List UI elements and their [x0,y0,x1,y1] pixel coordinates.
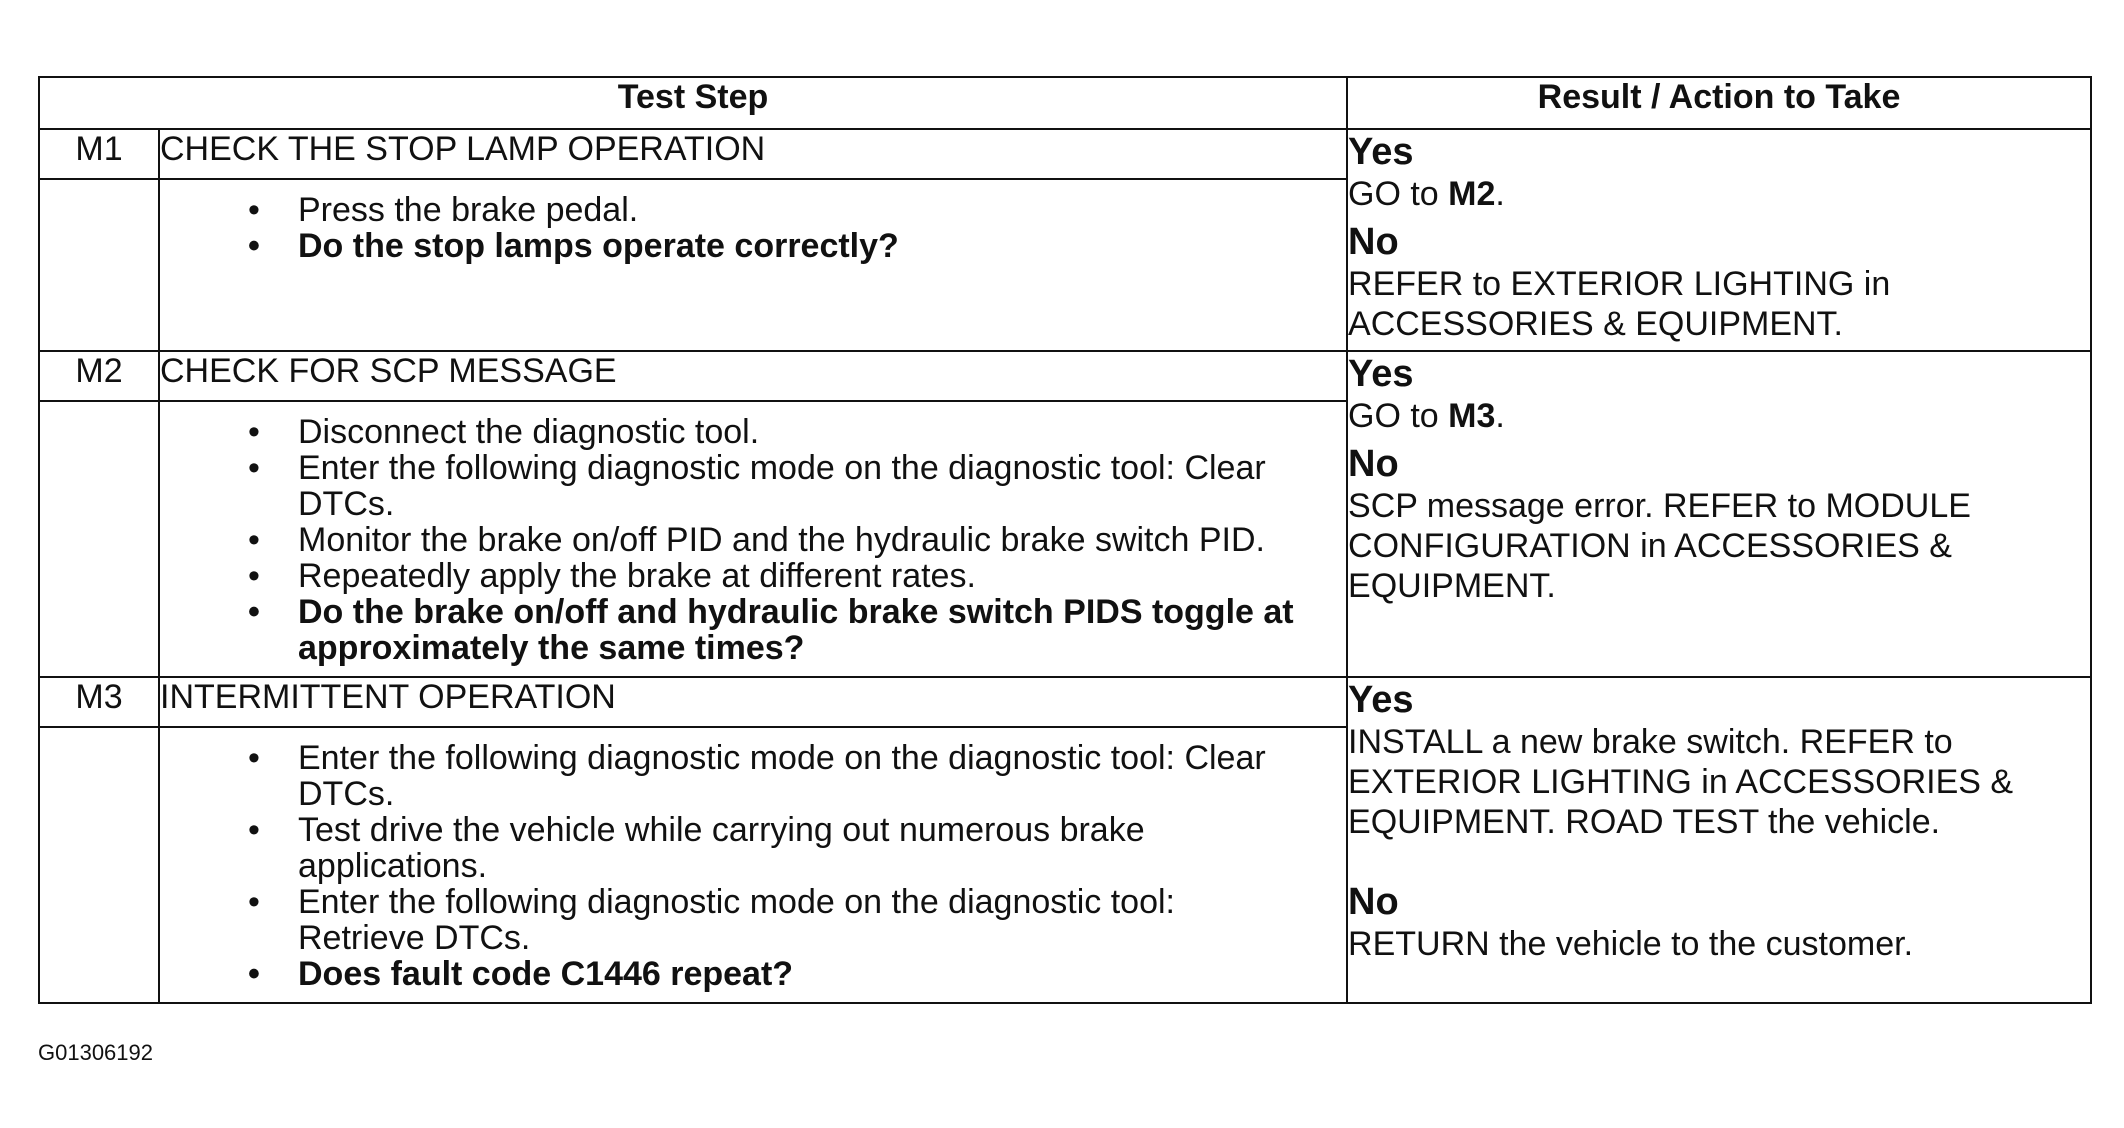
yes-action-m1 [1348,175,1505,213]
steps-m1 [160,180,1346,274]
yes-label-m1: Yes [1348,131,1414,173]
header-result-action: Result / Action to Take [1347,77,2091,129]
yes-action-m3: INSTALL a new brake switch. REFER to EXTERIOR LIGHTING in ACCESSORIES & EQUIPMENT. ROAD TEST the vehicle. [1348,723,2014,841]
yes-prefix-m2: GO to [1348,397,1449,435]
diagnostic-table [38,76,2092,1004]
steps-m2 [160,402,1346,676]
no-action-m2: SCP message error. REFER to MODULE CONFIGURATION in ACCESSORIES & EQUIPMENT. [1348,487,1971,605]
step-title-m1: CHECK THE STOP LAMP OPERATION [159,129,1347,179]
step-list-m3 [159,727,1347,1003]
yes-suffix-m2: . [1495,397,1505,435]
step-title-m2: CHECK FOR SCP MESSAGE [159,351,1347,401]
step-item: • Disconnect the diagnostic tool. [298,414,1306,450]
figure-id: G01306192 [38,1040,153,1065]
step-item: • Press the brake pedal. [298,192,1306,228]
step-question-m2: • Do the brake on/off and hydraulic brake switch PIDS toggle at approximately the same times? [298,594,1306,666]
result-m1 [1347,129,2091,351]
step-item: • Monitor the brake on/off PID and the hydraulic brake switch PID. [298,522,1306,558]
step-id-m2: M2 [39,351,159,401]
step-item: • Enter the following diagnostic mode on the diagnostic tool: Retrieve DTCs. [298,884,1306,956]
yes-ref-m2: M3 [1448,397,1496,435]
step-id-m1: M1 [39,129,159,179]
steps-m3 [160,728,1346,1002]
step-item: • Enter the following diagnostic mode on the diagnostic tool: Clear DTCs. [298,450,1306,522]
result-spacer-m3 [1348,842,2090,880]
step-title-m3: INTERMITTENT OPERATION [159,677,1347,727]
yes-label-m2: Yes [1348,353,1414,395]
step-title-row-m2 [39,351,2091,401]
no-action-m1: REFER to EXTERIOR LIGHTING in ACCESSORIES & EQUIPMENT. [1348,265,1891,343]
step-id-spacer-m3 [39,727,159,1003]
yes-suffix-m1: . [1495,175,1505,213]
no-label-m3: No [1348,881,1399,923]
step-title-row-m3 [39,677,2091,727]
header-test-step: Test Step [39,77,1347,129]
no-label-m1: No [1348,221,1399,263]
yes-label-m3: Yes [1348,679,1414,721]
no-action-m3: RETURN the vehicle to the customer. [1348,925,1914,963]
step-item: • Test drive the vehicle while carrying out numerous brake applications. [298,812,1306,884]
step-id-spacer-m2 [39,401,159,677]
yes-prefix-m1: GO to [1348,175,1449,213]
step-item: • Repeatedly apply the brake at different rates. [298,558,1306,594]
yes-action-m2 [1348,397,1505,435]
step-question-m3: • Does fault code C1446 repeat? [298,956,1306,992]
step-title-row-m1 [39,129,2091,179]
header-row [39,77,2091,129]
step-id-m3: M3 [39,677,159,727]
step-question-m1: • Do the stop lamps operate correctly? [298,228,1306,264]
step-list-m2 [159,401,1347,677]
no-label-m2: No [1348,443,1399,485]
result-m2 [1347,351,2091,677]
step-id-spacer-m1 [39,179,159,351]
yes-ref-m1: M2 [1448,175,1496,213]
result-m3 [1347,677,2091,1003]
step-list-m1 [159,179,1347,351]
step-item: • Enter the following diagnostic mode on the diagnostic tool: Clear DTCs. [298,740,1306,812]
